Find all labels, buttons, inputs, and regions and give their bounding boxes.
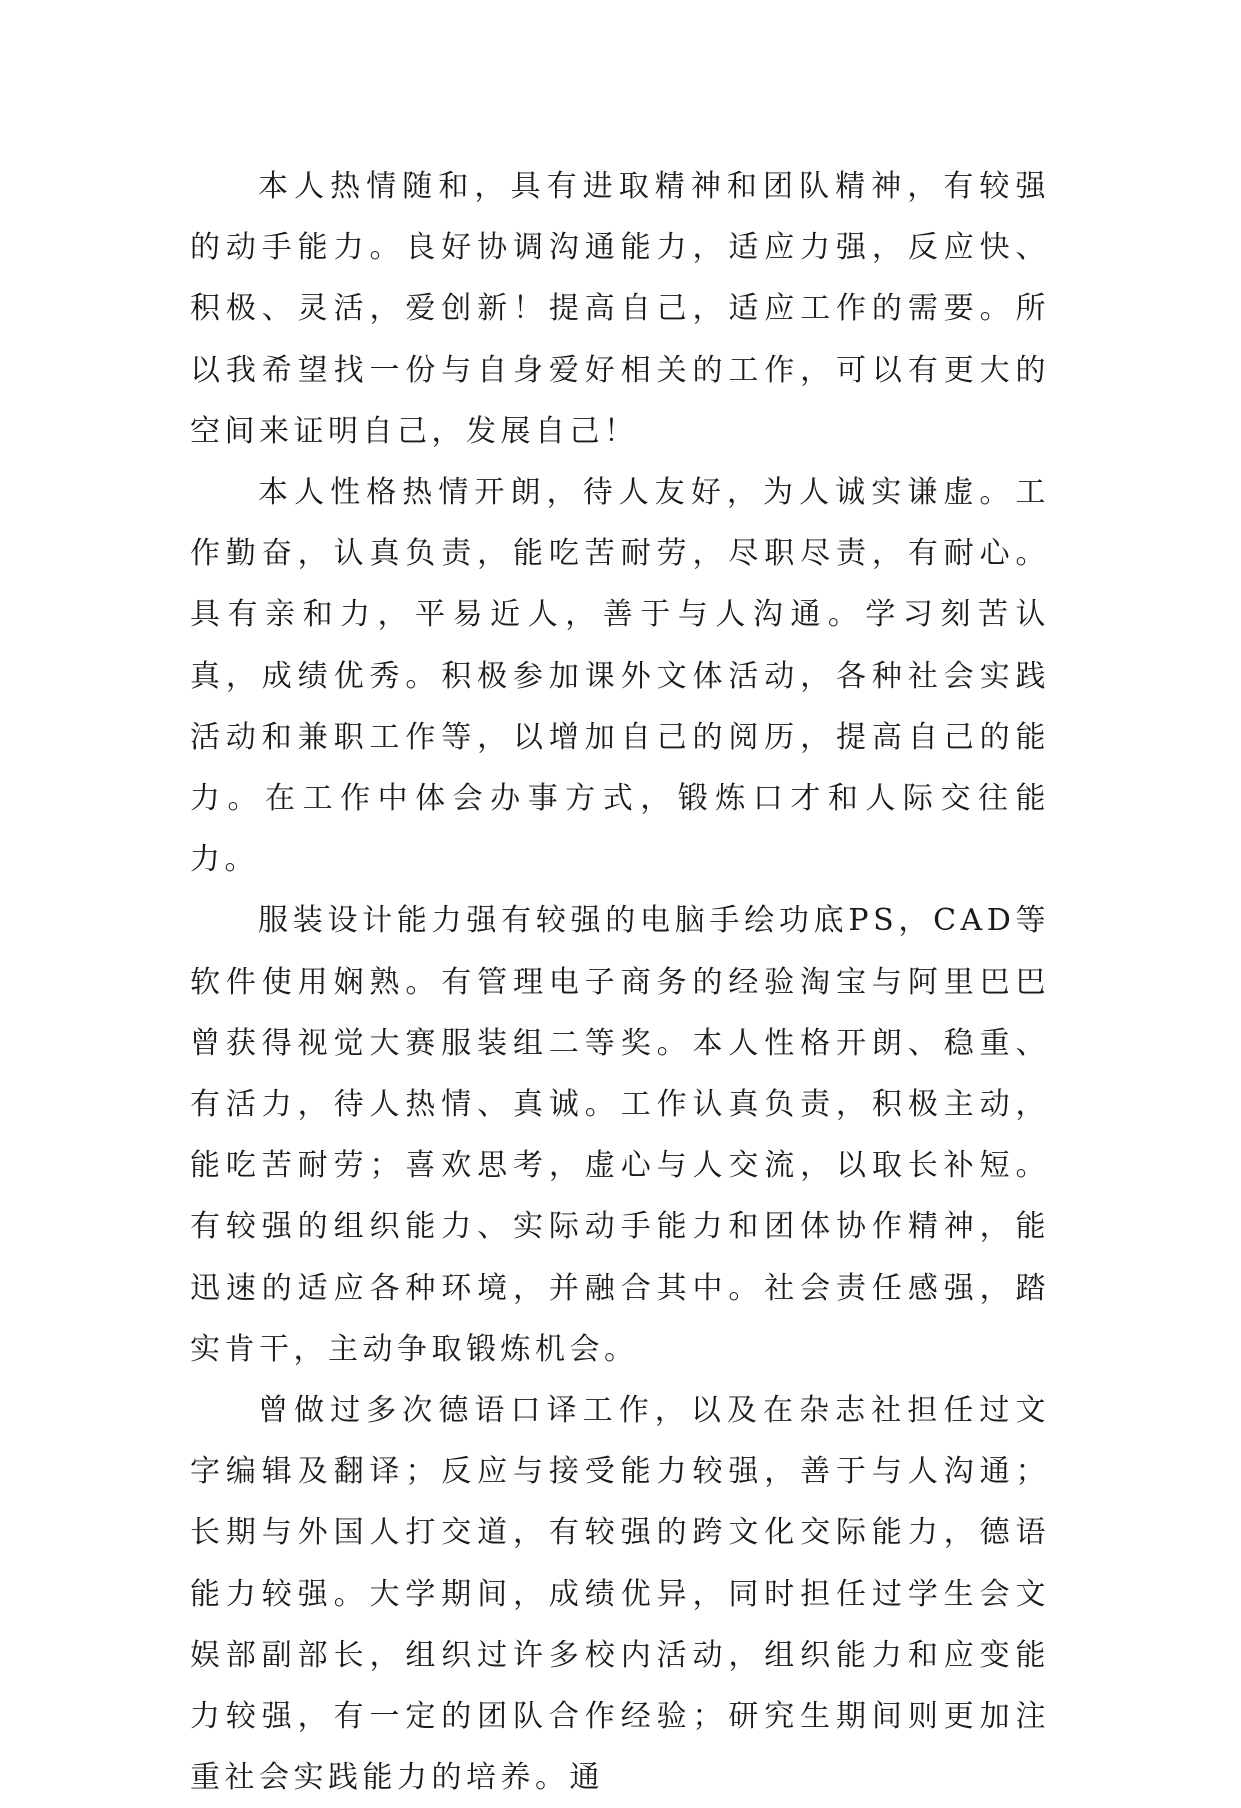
paragraph-1: 本人热情随和，具有进取精神和团队精神，有较强的动手能力。良好协调沟通能力，适应力强，反应快、积极、灵活，爱创新！提高自己，适应工作的需要。所以我希望找一份与自身爱好相关的工作，可以有更大的空间来证明自己，发展自己！ — [190, 169, 1050, 449]
document-body — [190, 156, 1050, 1808]
paragraph-4: 曾做过多次德语口译工作，以及在杂志社担任过文字编辑及翻译；反应与接受能力较强，善于与人沟通；长期与外国人打交道，有较强的跨文化交际能力，德语能力较强。大学期间，成绩优异，同时担任过学生会文娱部副部长，组织过许多校内活动，组织能力和应变能力较强，有一定的团队合作经验；研究生期间则更加注重社会实践能力的培养。通 — [190, 1393, 1050, 1796]
paragraph-3: 服装设计能力强有较强的电脑手绘功底PS，CAD等软件使用娴熟。有管理电子商务的经验淘宝与阿里巴巴曾获得视觉大赛服装组二等奖。本人性格开朗、稳重、有活力，待人热情、真诚。工作认真负责，积极主动，能吃苦耐劳；喜欢思考，虚心与人交流，以取长补短。有较强的组织能力、实际动手能力和团体协作精神，能迅速的适应各种环境，并融合其中。社会责任感强，踏实肯干，主动争取锻炼机会。 — [190, 903, 1050, 1367]
paragraph-2: 本人性格热情开朗，待人友好，为人诚实谦虚。工作勤奋，认真负责，能吃苦耐劳，尽职尽责，有耐心。具有亲和力，平易近人，善于与人沟通。学习刻苦认真，成绩优秀。积极参加课外文体活动，各种社会实践活动和兼职工作等，以增加自己的阅历，提高自己的能力。在工作中体会办事方式，锻炼口才和人际交往能力。 — [190, 475, 1050, 878]
